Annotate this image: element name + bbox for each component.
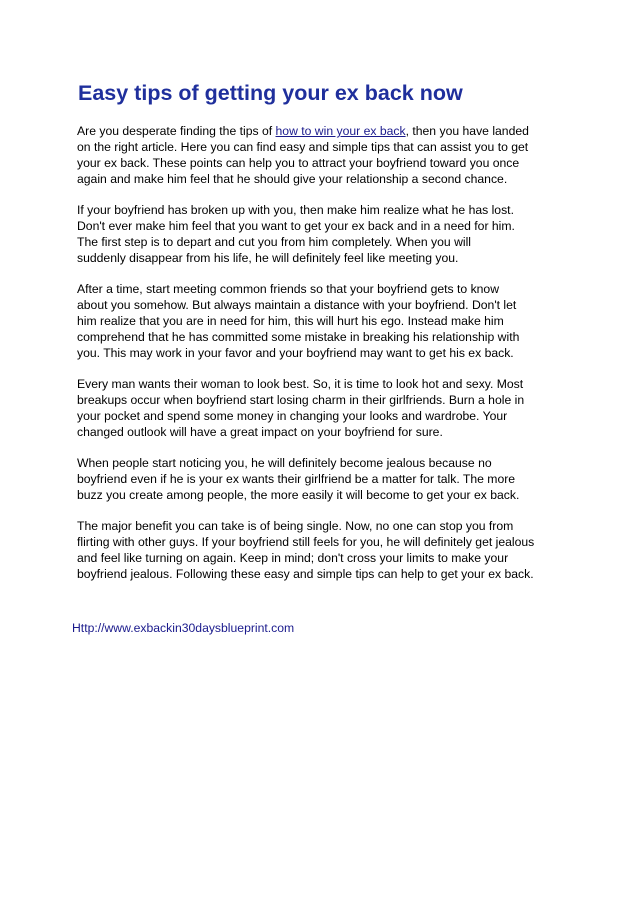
website-url-link[interactable]: Http://www.exbackin30daysblueprint.com xyxy=(72,621,295,635)
paragraph-line: Every man wants their woman to look best. So, it is time to look hot and sexy. Most xyxy=(77,377,524,391)
paragraph-3 xyxy=(77,281,577,361)
paragraph-line: your pocket and spend some money in changing your looks and wardrobe. Your xyxy=(77,409,508,423)
paragraph-line: you. This may work in your favor and your boyfriend may want to get his ex back. xyxy=(77,346,514,360)
paragraph-line: your ex back. These points can help you to attract your boyfriend toward you once xyxy=(77,156,520,170)
paragraph-line: and feel like turning on again. Keep in mind; don't cross your limits to make your xyxy=(77,551,509,565)
line-text: , then you have landed xyxy=(405,124,529,138)
paragraph-line: boyfriend jealous. Following these easy and simple tips can help to get your ex back. xyxy=(77,567,534,581)
paragraph-line: Don't ever make him feel that you want to get your ex back and in a need for him. xyxy=(77,219,515,233)
paragraph-2 xyxy=(77,202,577,266)
paragraph-line: again and make him feel that he should give your relationship a second chance. xyxy=(77,172,508,186)
paragraph-line: suddenly disappear from his life, he will definitely feel like meeting you. xyxy=(77,251,459,265)
paragraph-line: changed outlook will have a great impact on your boyfriend for sure. xyxy=(77,425,443,439)
paragraph-line: about you somehow. But always maintain a distance with your boyfriend. Don't let xyxy=(77,298,517,312)
document-body xyxy=(77,123,577,597)
paragraph-line: comprehend that he has committed some mistake in breaking his relationship with xyxy=(77,330,520,344)
paragraph-line: When people start noticing you, he will definitely become jealous because no xyxy=(77,456,492,470)
paragraph-4 xyxy=(77,376,577,440)
paragraph-line: buzz you create among people, the more easily it will become to get your ex back. xyxy=(77,488,520,502)
paragraph-5 xyxy=(77,455,577,503)
paragraph-6 xyxy=(77,518,577,582)
how-to-win-ex-back-link[interactable]: how to win your ex back xyxy=(275,124,406,138)
paragraph-line: flirting with other guys. If your boyfriend still feels for you, he will definitely get jealous xyxy=(77,535,535,549)
paragraph-line: boyfriend even if he is your ex wants their girlfriend be a matter for talk. The more xyxy=(77,472,516,486)
paragraph-line: on the right article. Here you can find easy and simple tips that can assist you to get xyxy=(77,140,529,154)
paragraph-line: The first step is to depart and cut you from him completely. When you will xyxy=(77,235,471,249)
paragraph-line: The major benefit you can take is of being single. Now, no one can stop you from xyxy=(77,519,514,533)
line-text: Are you desperate finding the tips of xyxy=(77,124,276,138)
paragraph-line xyxy=(77,123,577,139)
document-title: Easy tips of getting your ex back now xyxy=(78,81,463,105)
paragraph-line: breakups occur when boyfriend start losing charm in their girlfriends. Burn a hole in xyxy=(77,393,525,407)
paragraph-1 xyxy=(77,123,577,187)
paragraph-line: him realize that you are in need for him, this will hurt his ego. Instead make him xyxy=(77,314,504,328)
paragraph-line: If your boyfriend has broken up with you, then make him realize what he has lost. xyxy=(77,203,514,217)
paragraph-line: After a time, start meeting common friends so that your boyfriend gets to know xyxy=(77,282,500,296)
